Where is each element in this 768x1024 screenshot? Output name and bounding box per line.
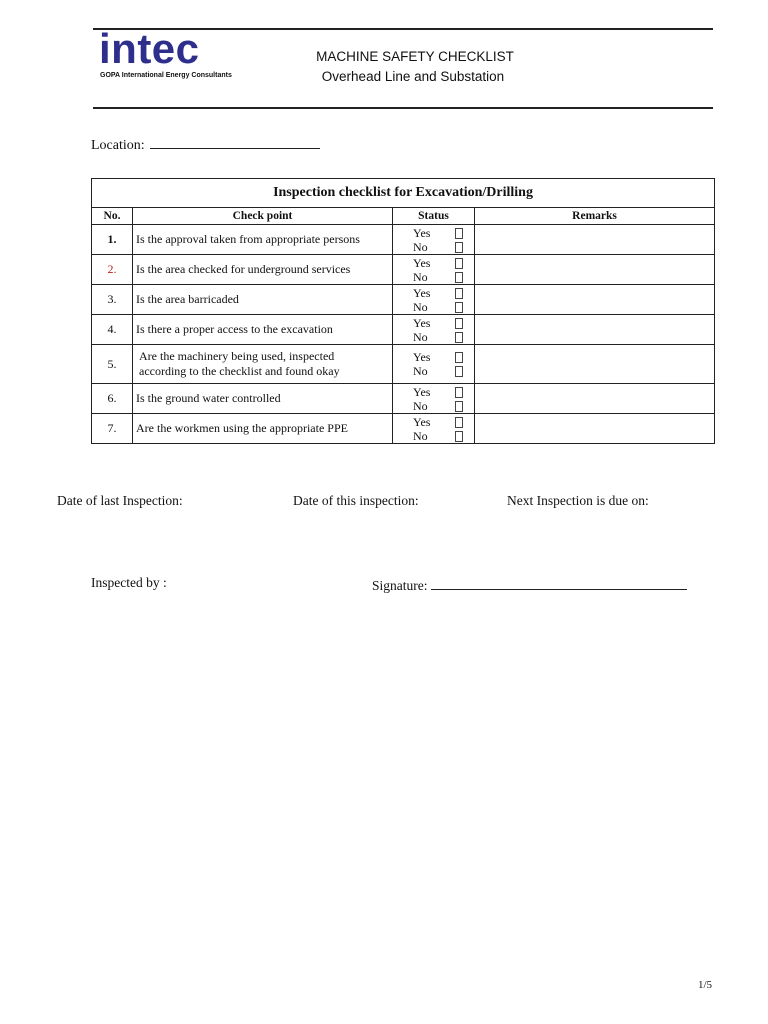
no-checkbox[interactable] — [455, 431, 463, 442]
this-inspection-label: Date of this inspection: — [293, 493, 419, 508]
column-header-no: No. — [92, 208, 133, 225]
remarks-cell[interactable] — [475, 384, 715, 414]
inspected-by-label: Inspected by : — [91, 575, 167, 590]
row-number: 1. — [92, 225, 133, 255]
status-cell — [393, 384, 475, 414]
remarks-cell[interactable] — [475, 225, 715, 255]
check-point: Is there a proper access to the excavation — [133, 315, 393, 345]
status-yes: Yes — [393, 415, 474, 429]
signature-field — [372, 575, 687, 594]
check-point: Is the approval taken from appropriate persons — [133, 225, 393, 255]
column-header-check-point: Check point — [133, 208, 393, 225]
column-header-status: Status — [393, 208, 475, 225]
no-checkbox[interactable] — [455, 401, 463, 412]
status-cell — [393, 285, 475, 315]
table-row — [92, 315, 715, 345]
remarks-cell[interactable] — [475, 285, 715, 315]
check-point-line: Are the machinery being used, inspected — [139, 349, 335, 363]
signature-label: Signature: — [372, 578, 428, 593]
yes-checkbox[interactable] — [455, 318, 463, 329]
row-number: 6. — [92, 384, 133, 414]
status-yes: Yes — [393, 256, 474, 270]
status-cell — [393, 414, 475, 444]
logo-word: intec — [99, 25, 200, 72]
document-subtitle: Overhead Line and Substation — [321, 69, 505, 84]
check-point: Is the ground water controlled — [133, 384, 393, 414]
check-point: Is the area checked for underground services — [133, 255, 393, 285]
remarks-cell[interactable] — [475, 255, 715, 285]
table-row — [92, 255, 715, 285]
row-number: 5. — [92, 345, 133, 384]
no-checkbox[interactable] — [455, 302, 463, 313]
status-yes: Yes — [393, 385, 474, 399]
intec-logo — [99, 25, 249, 86]
yes-checkbox[interactable] — [455, 228, 463, 239]
status-yes: Yes — [393, 226, 474, 240]
row-number: 7. — [92, 414, 133, 444]
next-inspection-label: Next Inspection is due on: — [507, 493, 649, 508]
status-no: No — [393, 330, 474, 344]
table-row — [92, 414, 715, 444]
no-checkbox[interactable] — [455, 272, 463, 283]
document-title: MACHINE SAFETY CHECKLIST — [316, 49, 514, 64]
status-cell — [393, 345, 475, 384]
check-point: Is the area barricaded — [133, 285, 393, 315]
check-point — [133, 345, 393, 384]
yes-checkbox[interactable] — [455, 258, 463, 269]
yes-checkbox[interactable] — [455, 288, 463, 299]
table-header-row — [92, 208, 715, 225]
row-number: 2. — [92, 255, 133, 285]
status-yes: Yes — [393, 286, 474, 300]
no-checkbox[interactable] — [455, 366, 463, 377]
status-no: No — [393, 300, 474, 314]
status-cell — [393, 255, 475, 285]
remarks-cell[interactable] — [475, 414, 715, 444]
logo-subtitle: GOPA International Energy Consultants — [100, 72, 232, 79]
status-no: No — [393, 240, 474, 254]
table-row — [92, 225, 715, 255]
last-inspection-label: Date of last Inspection: — [57, 493, 183, 508]
column-header-remarks: Remarks — [475, 208, 715, 225]
status-yes: Yes — [393, 350, 474, 364]
status-no: No — [393, 399, 474, 413]
status-no: No — [393, 364, 474, 378]
check-point: Are the workmen using the appropriate PPE — [133, 414, 393, 444]
table-title: Inspection checklist for Excavation/Drilling — [92, 179, 715, 208]
yes-checkbox[interactable] — [455, 387, 463, 398]
table-title-row — [92, 179, 715, 208]
yes-checkbox[interactable] — [455, 417, 463, 428]
table-row — [92, 285, 715, 315]
no-checkbox[interactable] — [455, 332, 463, 343]
table-row — [92, 345, 715, 384]
table-row — [92, 384, 715, 414]
status-no: No — [393, 270, 474, 284]
no-checkbox[interactable] — [455, 242, 463, 253]
status-yes: Yes — [393, 316, 474, 330]
inspection-checklist-table — [91, 178, 715, 444]
header-bottom-rule — [93, 107, 713, 109]
location-input-line[interactable] — [150, 134, 320, 149]
remarks-cell[interactable] — [475, 345, 715, 384]
status-cell — [393, 315, 475, 345]
yes-checkbox[interactable] — [455, 352, 463, 363]
location-label: Location: — [91, 138, 145, 153]
page-number: 1/5 — [698, 979, 713, 991]
status-cell — [393, 225, 475, 255]
remarks-cell[interactable] — [475, 315, 715, 345]
row-number: 3. — [92, 285, 133, 315]
row-number: 4. — [92, 315, 133, 345]
location-field — [91, 134, 320, 154]
status-no: No — [393, 429, 474, 443]
check-point-line: according to the checklist and found okay — [139, 364, 340, 378]
signature-line[interactable] — [431, 575, 687, 590]
